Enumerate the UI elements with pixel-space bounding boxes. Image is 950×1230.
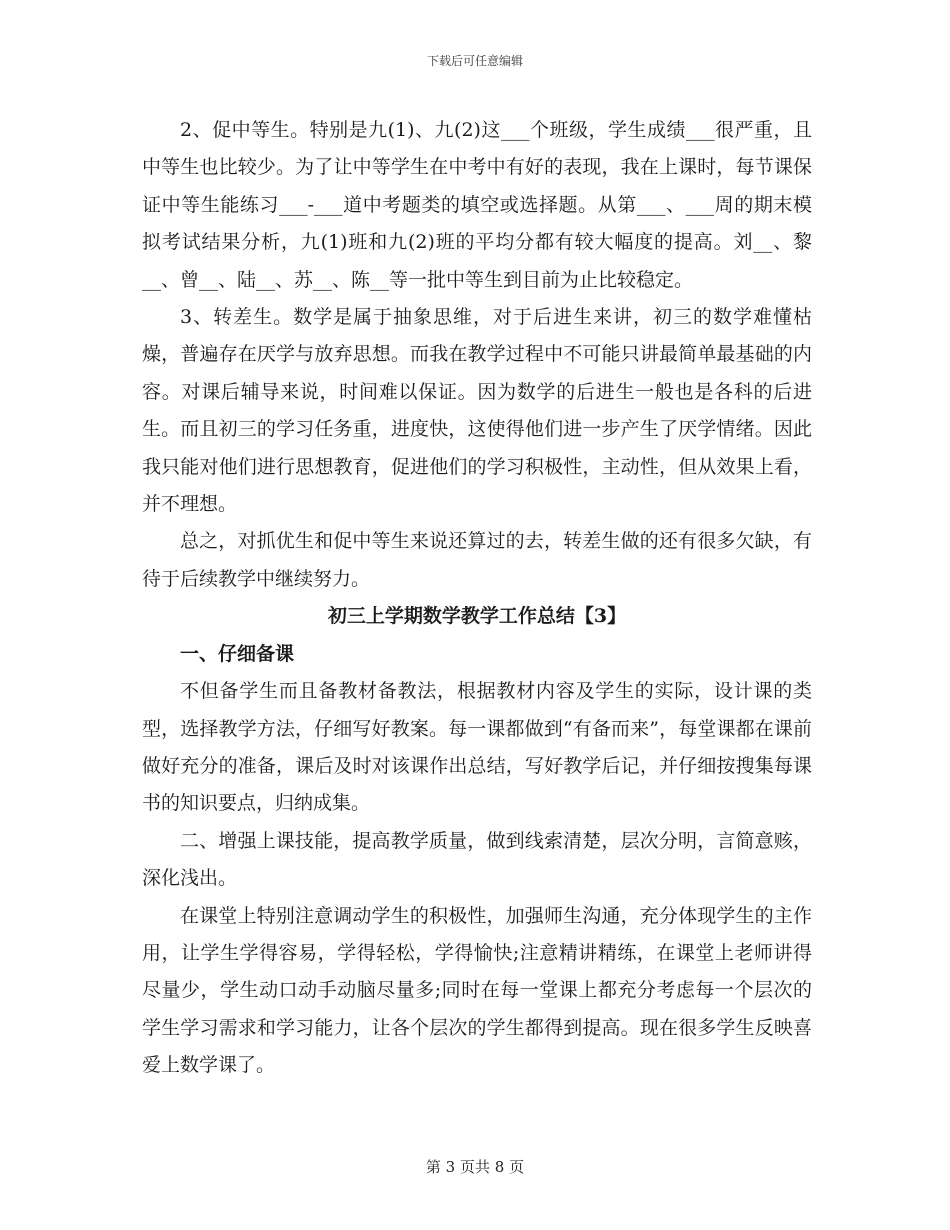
section-title: 初三上学期数学教学工作总结【3】 bbox=[327, 605, 627, 628]
paragraph-lesson-preparation: 不但备学生而且备教材备教法，根据教材内容及学生的实际，设计课的类型，选择教学方法，仔细写好教案。每一课都做到“有备而来”，每堂课都在课前做好充分的准备，课后及时对该课作出总结，写好教学后记，并仔细按搜集每课书的知识要点，归纳成集。 bbox=[142, 680, 812, 815]
page-header: 下载后可任意编辑 bbox=[426, 54, 523, 68]
paragraph-promote-middle-students: 2、促中等生。特别是九(1)、九(2)这___个班级，学生成绩___很严重，且中等生也比较少。为了让中等学生在中考中有好的表现，我在上课时，每节课保证中等生能练习___-___道中考题类的填空或选择题。从第___、___周的期末模拟考试结果分析，九(1)班和九(2)班的平均分都有较大幅度的提高。刘__、黎__、曾__、陆__、苏__、陈__等一批中等生到目前为止比较稳定。 bbox=[142, 119, 812, 291]
paragraph-summary: 总之，对抓优生和促中等生来说还算过的去，转差生做的还有很多欠缺，有待于后续教学中继续努力。 bbox=[142, 530, 812, 590]
heading-careful-preparation: 一、仔细备课 bbox=[180, 642, 295, 665]
document-body bbox=[142, 112, 812, 1085]
paragraph-teaching-skills: 二、增强上课技能，提高教学质量，做到线索清楚，层次分明，言简意赅，深化浅出。 bbox=[142, 829, 812, 890]
paragraph-transform-weak-students: 3、转差生。数学是属于抽象思维，对于后进生来讲，初三的数学难懂枯燥，普遍存在厌学与放弃思想。而我在教学过程中不可能只讲最简单最基础的内容。对课后辅导来说，时间难以保证。因为数学的后进生一般也是各科的后进生。而且初三的学习任务重，进度快，这使得他们进一步产生了厌学情绪。因此我只能对他们进行思想教育，促进他们的学习积极性，主动性，但从效果上看，并不理想。 bbox=[142, 306, 812, 516]
page-footer: 第 3 页共 8 页 bbox=[425, 1158, 525, 1176]
paragraph-classroom-engagement: 在课堂上特别注意调动学生的积极性，加强师生沟通，充分体现学生的主作用，让学生学得容易，学得轻松，学得愉快;注意精讲精练，在课堂上老师讲得尽量少，学生动口动手动脑尽量多;同时在每一堂课上都充分考虑每一个层次的学生学习需求和学习能力，让各个层次的学生都得到提高。现在很多学生反映喜爱上数学课了。 bbox=[142, 904, 812, 1077]
